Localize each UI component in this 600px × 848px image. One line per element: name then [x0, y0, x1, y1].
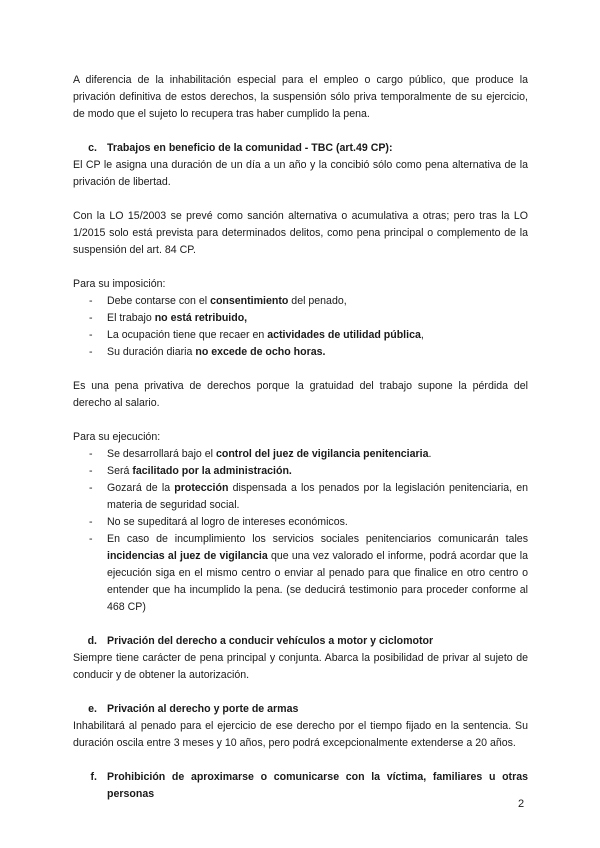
dash-bullet: -	[89, 482, 93, 494]
dash-bullet: -	[89, 465, 93, 477]
list-item: - Gozará de la protección dispensada a los penados por la legislación penitenciaria, en materia de seguridad social.	[73, 480, 528, 514]
section-e-letter: e.	[88, 703, 97, 715]
section-d-letter: d.	[87, 635, 97, 647]
dash-bullet: -	[89, 533, 93, 545]
section-c-heading	[73, 140, 528, 157]
list-item: - Debe contarse con el consentimiento del penado,	[73, 293, 528, 310]
list-item: - No se supeditará al logro de intereses económicos.	[73, 514, 528, 531]
section-f-heading	[73, 769, 528, 803]
ejecucion-label: Para su ejecución:	[73, 431, 161, 443]
dash-bullet: -	[89, 346, 93, 358]
section-e-heading	[73, 701, 528, 718]
imposicion-list	[73, 293, 528, 361]
section-d-heading	[73, 633, 528, 650]
dash-bullet: -	[89, 295, 93, 307]
imposicion-label: Para su imposición:	[73, 278, 166, 290]
section-c-paragraph-3: Es una pena privativa de derechos porque la gratuidad del trabajo supone la pérdida del derecho al salario.	[73, 380, 528, 409]
dash-bullet: -	[89, 448, 93, 460]
list-item: - El trabajo no está retribuido,	[73, 310, 528, 327]
section-f-letter: f.	[90, 771, 97, 783]
list-item: - La ocupación tiene que recaer en actividades de utilidad pública,	[73, 327, 528, 344]
section-d-paragraph: Siempre tiene carácter de pena principal y conjunta. Abarca la posibilidad de privar al sujeto de conducir y de obtener la autorización.	[73, 652, 528, 681]
list-item: - Su duración diaria no excede de ocho horas.	[73, 344, 528, 361]
section-c-paragraph-1: El CP le asigna una duración de un día a un año y la concibió sólo como pena alternativa de la privación de libertad.	[73, 159, 528, 188]
dash-bullet: -	[89, 516, 93, 528]
ejecucion-list	[73, 446, 528, 616]
list-item: - Se desarrollará bajo el control del juez de vigilancia penitenciaria.	[73, 446, 528, 463]
section-f-title: Prohibición de aproximarse o comunicarse con la víctima, familiares u otras personas	[107, 771, 528, 800]
intro-paragraph: A diferencia de la inhabilitación especial para el empleo o cargo público, que produce la privación definitiva de estos derechos, la suspensión sólo priva temporalmente de su ejercicio, de modo que el sujeto lo recupera tras haber cumplido la pena.	[73, 74, 528, 120]
section-c-letter: c.	[88, 142, 97, 154]
list-item: - Será facilitado por la administración.	[73, 463, 528, 480]
page-number: 2	[518, 798, 525, 810]
section-d-title: Privación del derecho a conducir vehículos a motor y ciclomotor	[107, 635, 434, 647]
section-c-title: Trabajos en beneficio de la comunidad - TBC (art.49 CP):	[107, 142, 393, 154]
section-e-paragraph: Inhabilitará al penado para el ejercicio de ese derecho por el tiempo fijado en la sentencia. Su duración oscila entre 3 meses y 10 años, pero podrá excepcionalmente extenderse a 20 años.	[73, 720, 528, 749]
document-page	[73, 72, 528, 803]
section-c-paragraph-2: Con la LO 15/2003 se prevé como sanción alternativa o acumulativa a otras; pero tras la LO 1/2015 solo está prevista para determinados delitos, como pena principal o complemento de la suspensión del art. 84 CP.	[73, 210, 528, 256]
dash-bullet: -	[89, 329, 93, 341]
section-e-title: Privación al derecho y porte de armas	[107, 703, 299, 715]
dash-bullet: -	[89, 312, 93, 324]
list-item: - En caso de incumplimiento los servicios sociales penitenciarios comunicarán tales incidencias al juez de vigilancia que una vez valorado el informe, podrá acordar que la ejecución siga en el mismo centro o enviar al penado para que finalice en otro centro o entender que ha incumplido la pena. (se deducirá testimonio para proceder conforme al 468 CP)	[73, 531, 528, 616]
